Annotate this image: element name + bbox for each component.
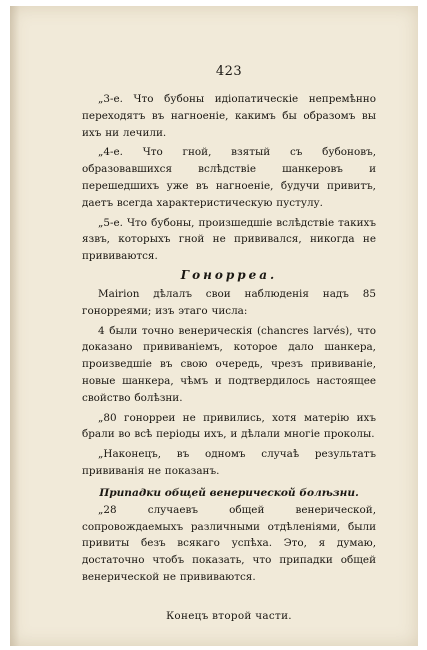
page-gutter-shadow	[10, 6, 20, 646]
paragraph-twenty-eight-cases: „28 случаевъ общей венерической, сопровождаемыхъ различными отдѣленіями, были привиты безъ всякаго успѣха. Это, я думаю, достаточно чтобъ показать, что припадки общей венерической не прививаются.	[82, 503, 376, 583]
paragraph-one-case-result: „Наконецъ, въ одномъ случаѣ результатъ прививанія не показанъ.	[82, 448, 376, 477]
section-heading-gonorrhea: Гонорреа.	[180, 267, 278, 282]
paragraph-point-4: „4-е. Что гной, взятый съ бубоновъ, образовавшихся вслѣдствіе шанкеровъ и перешедшихъ уже въ нагноеніе, будучи привитъ, даетъ всегда характеристическую пустулу.	[82, 146, 376, 209]
paragraph-point-5: „5-е. Что бубоны, произшедшіе вслѣдствіе такихъ язвъ, которыхъ гной не прививался, никогда не прививаются.	[82, 216, 376, 263]
page-content	[82, 64, 376, 622]
paragraph-four-venereal: 4 были точно венерическія (chancres larvés), что доказано прививаніемъ, которое дало шанкера, произведшіе въ свою очередь, чрезъ прививаніе, новые шанкера, чѣмъ и подтвердилось настоящее свойство болѣзни.	[82, 324, 376, 404]
paragraph-point-3: „3-е. Что бубоны идіопатическіе непремѣнно переходятъ въ нагноеніе, какимъ бы образомъ вы ихъ ни лечили.	[82, 93, 376, 139]
book-page	[10, 6, 418, 646]
page-number: 423	[215, 64, 243, 79]
section-heading-general-disease: Припадки общей венерической болѣзни.	[99, 486, 359, 499]
end-of-part-note: Конецъ второй части.	[166, 609, 292, 622]
paragraph-eighty-not-inoculated: „80 гонорреи не привились, хотя матерію ихъ брали во всѣ періоды ихъ, и дѣлали многіе проколы.	[82, 411, 376, 441]
paragraph-mairion-observations: Mairion дѣлалъ свои наблюденія надъ 85 гонорреями; изъ этаго числа:	[82, 287, 376, 317]
